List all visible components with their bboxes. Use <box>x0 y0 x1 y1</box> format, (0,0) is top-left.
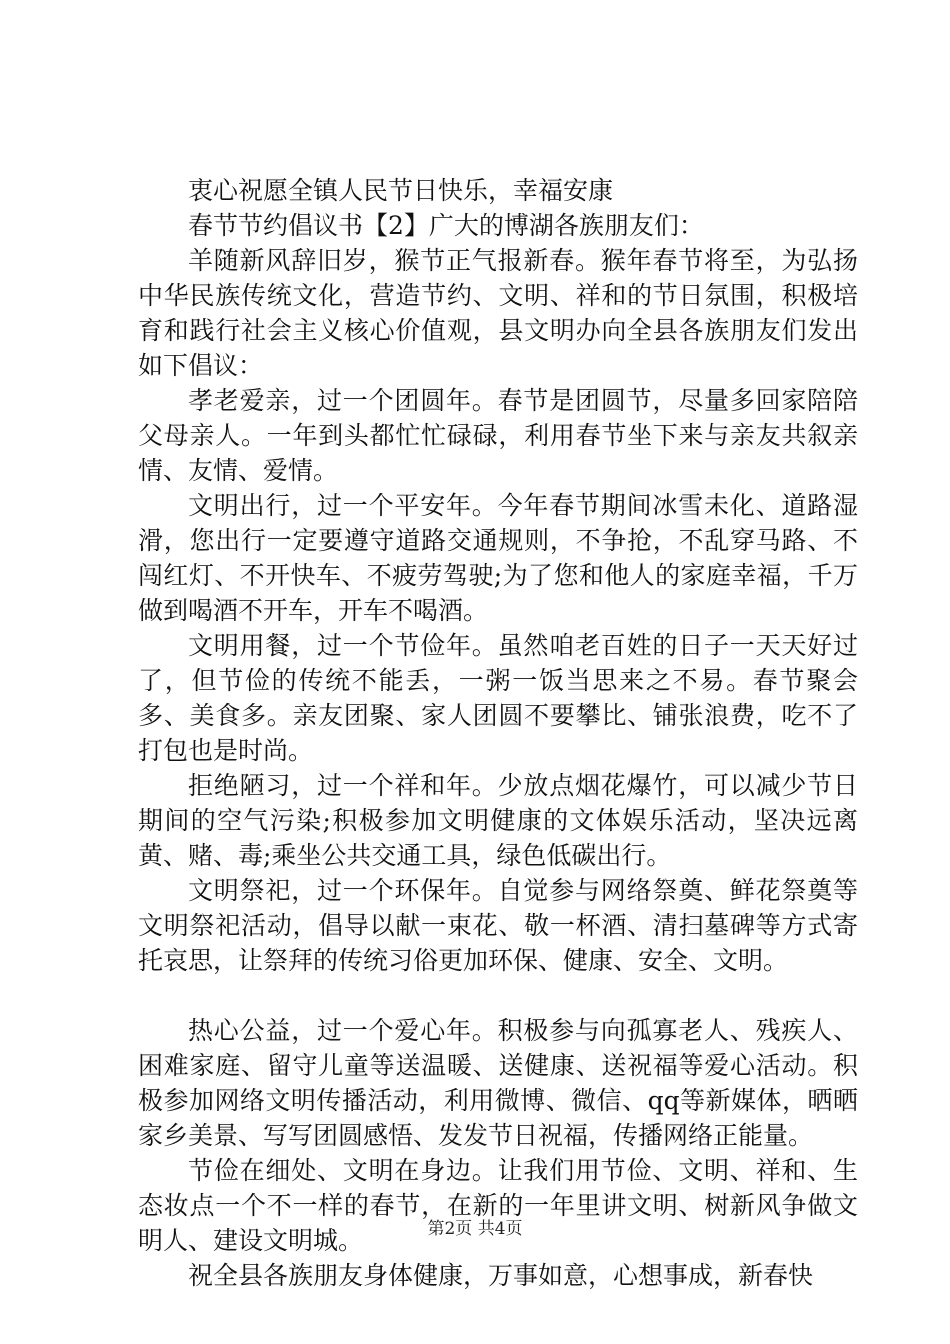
paragraph-closing-wish: 衷心祝愿全镇人民节日快乐，幸福安康 <box>188 176 614 205</box>
paragraph-reject-bad-habits: 拒绝陋习，过一个祥和年。少放点烟花爆竹，可以减少节日期间的空气污染;积极参加文明健康的文体娱乐活动，坚决远离黄、赌、毒;乘坐公共交通工具，绿色低碳出行。 <box>138 771 858 870</box>
page-number-footer: 第2页 共4页 <box>427 1219 523 1239</box>
paragraph-safe-travel: 文明出行，过一个平安年。今年春节期间冰雪未化、道路湿滑，您出行一定要遵守道路交通规则，不争抢，不乱穿马路、不闯红灯、不开快车、不疲劳驾驶;为了您和他人的家庭幸福，千万做到喝酒不开车，开车不喝酒。 <box>138 491 858 625</box>
paragraph-public-welfare: 热心公益，过一个爱心年。积极参与向孤寡老人、残疾人、困难家庭、留守儿童等送温暖、送健康、送祝福等爱心活动。积极参加网络文明传播活动，利用微博、微信、qq等新媒体，晒晒家乡美景、写写团圆感悟、发发节日祝福，传播网络正能量。 <box>138 1016 858 1150</box>
document-body <box>138 173 858 1293</box>
paragraph-frugality-civility: 节俭在细处、文明在身边。让我们用节俭、文明、祥和、生态妆点一个不一样的春节，在新的一年里讲文明、树新风争做文明人、建设文明城。 <box>138 1156 858 1255</box>
paragraph-filial-piety: 孝老爱亲，过一个团圆年。春节是团圆节，尽量多回家陪陪父母亲人。一年到头都忙忙碌碌，利用春节坐下来与亲友共叙亲情、友情、爱情。 <box>138 386 858 485</box>
paragraph-civilized-worship: 文明祭祀，过一个环保年。自觉参与网络祭奠、鲜花祭奠等文明祭祀活动，倡导以献一束花、敬一杯酒、清扫墓碑等方式寄托哀思，让祭拜的传统习俗更加环保、健康、安全、文明。 <box>138 876 858 975</box>
paragraph-proposal-heading: 春节节约倡议书【2】广大的博湖各族朋友们： <box>188 211 704 240</box>
paragraph-frugal-dining: 文明用餐，过一个节俭年。虽然咱老百姓的日子一天天好过了，但节俭的传统不能丢，一粥一饭当思来之不易。春节聚会多、美食多。亲友团聚、家人团圆不要攀比、铺张浪费，吃不了打包也是时尚。 <box>138 631 858 765</box>
paragraph-new-year-wishes: 祝全县各族朋友身体健康，万事如意，心想事成，新春快 <box>188 1261 814 1290</box>
paragraph-introduction: 羊随新风辞旧岁，猴节正气报新春。猴年春节将至，为弘扬中华民族传统文化，营造节约、文明、祥和的节日氛围，积极培育和践行社会主义核心价值观，县文明办向全县各族朋友们发出如下倡议： <box>138 246 858 380</box>
